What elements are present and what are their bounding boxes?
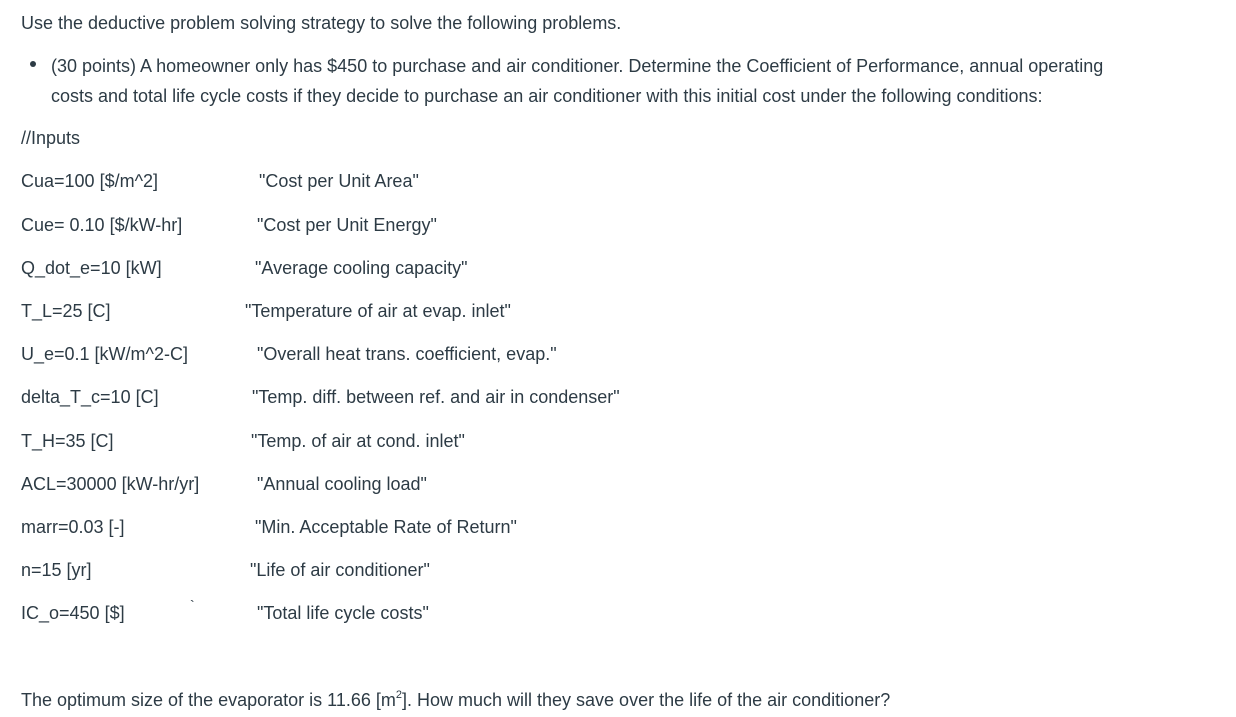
input-desc-ic-o: "Total life cycle costs" [257, 603, 429, 623]
input-desc-t-l: "Temperature of air at evap. inlet" [245, 301, 511, 321]
problem-text-line-2: costs and total life cycle costs if they decide to purchase an air conditioner with this initial cost under the following conditions: [51, 86, 1043, 106]
input-desc-n: "Life of air conditioner" [250, 560, 430, 580]
input-name-t-l: T_L=25 [C] [21, 301, 111, 321]
bullet-dot [30, 61, 36, 67]
input-desc-q-dot-e: "Average cooling capacity" [255, 258, 468, 278]
input-desc-acl: "Annual cooling load" [257, 474, 427, 494]
input-name-q-dot-e: Q_dot_e=10 [kW] [21, 258, 162, 278]
question-text-after: ]. How much will they save over the life of the air conditioner? [401, 690, 891, 710]
input-name-delta-t-c: delta_T_c=10 [C] [21, 387, 159, 407]
inputs-heading: //Inputs [21, 128, 81, 148]
stray-mark: ` [190, 597, 195, 613]
input-name-ic-o: IC_o=450 [$] [21, 603, 125, 623]
input-name-t-h: T_H=35 [C] [21, 431, 114, 451]
input-desc-delta-t-c: "Temp. diff. between ref. and air in condenser" [252, 387, 620, 407]
input-desc-t-h: "Temp. of air at cond. inlet" [251, 431, 465, 451]
input-name-acl: ACL=30000 [kW-hr/yr] [21, 474, 200, 494]
question-text [21, 688, 890, 712]
input-desc-cue: "Cost per Unit Energy" [257, 215, 437, 235]
input-name-cue: Cue= 0.10 [$/kW-hr] [21, 215, 183, 235]
input-name-n: n=15 [yr] [21, 560, 92, 580]
question-superscript: 2 [395, 689, 402, 701]
question-text-before: The optimum size of the evaporator is 11.66 [m [21, 690, 396, 710]
input-desc-u-e: "Overall heat trans. coefficient, evap." [257, 344, 557, 364]
input-name-cua: Cua=100 [$/m^2] [21, 171, 159, 191]
problem-text-line-1: (30 points) A homeowner only has $450 to purchase and air conditioner. Determine the Coefficient of Performance, annual operating [51, 56, 1104, 76]
input-name-marr: marr=0.03 [-] [21, 517, 125, 537]
intro-text: Use the deductive problem solving strategy to solve the following problems. [21, 13, 622, 33]
input-desc-marr: "Min. Acceptable Rate of Return" [255, 517, 517, 537]
input-desc-cua: "Cost per Unit Area" [259, 171, 419, 191]
input-name-u-e: U_e=0.1 [kW/m^2-C] [21, 344, 188, 364]
